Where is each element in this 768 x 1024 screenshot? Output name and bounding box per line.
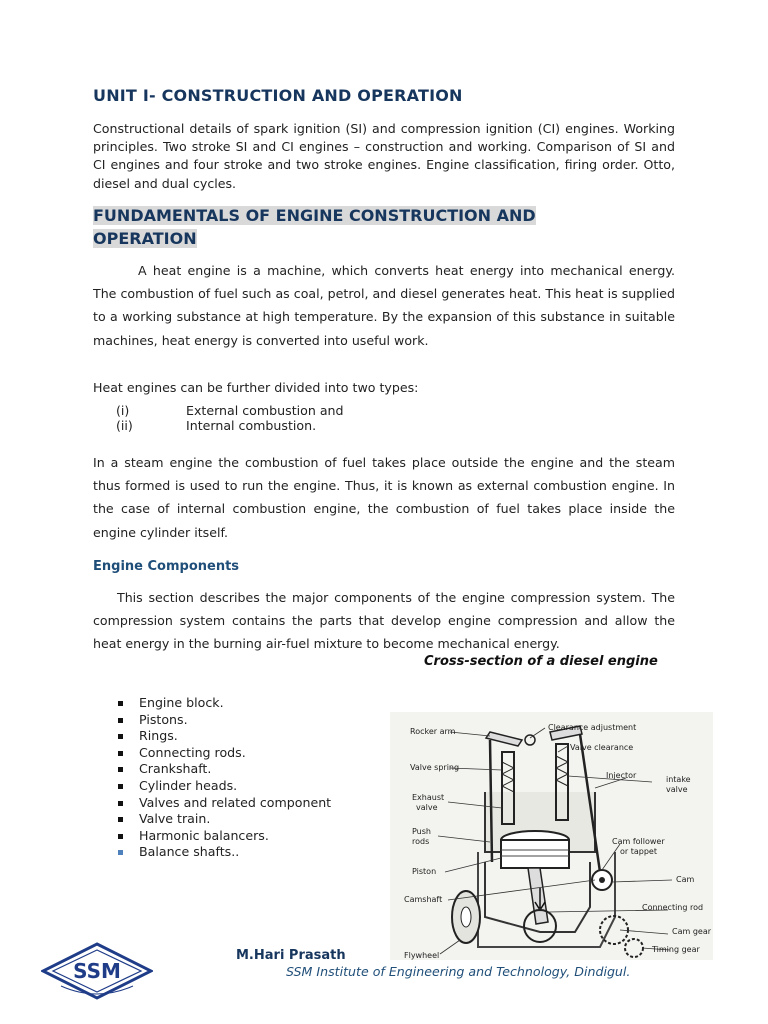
components-list [118, 695, 331, 861]
diesel-engine-diagram [390, 712, 713, 960]
label-connecting-rod: Connecting rod [642, 903, 704, 912]
section-title [93, 204, 536, 250]
list-item: (i) External combustion and [116, 403, 344, 418]
label-valve-clearance: Valve clearance [570, 743, 634, 752]
list-item: Harmonic balancers. [118, 828, 331, 845]
label-timing-gear: Timing gear [652, 945, 700, 954]
unit-intro-paragraph: Constructional details of spark ignition (SI) and compression ignition (CI) engines. Working principles. Two stroke SI and CI engines – construction and working. Comparison of SI and CI engines and four stroke and two stroke engines. Engine classification, firing order. Otto, diesel and dual cycles. [93, 121, 675, 191]
label-camshaft: Camshaft [404, 895, 443, 904]
list-item: Balance shafts.. [118, 844, 331, 861]
label-cam-follower-1: Cam follower [612, 837, 665, 846]
heat-engine-paragraph: A heat engine is a machine, which converts heat energy into mechanical energy. The combustion of fuel such as coal, petrol, and diesel generates heat. This heat is supplied to a working substance at high temperature. By the expansion of this substance in suitable machines, heat energy is converted into useful work. [93, 263, 675, 348]
list-item: Cylinder heads. [118, 778, 331, 795]
types-intro: Heat engines can be further divided into two types: [93, 380, 419, 395]
ssm-logo [41, 942, 153, 1000]
section-title-line2: OPERATION [93, 229, 197, 248]
label-push-rods-2: rods [412, 837, 430, 846]
label-push-rods-1: Push [412, 827, 431, 836]
label-cam: Cam [676, 875, 695, 884]
label-injector: Injector [606, 771, 637, 780]
figure-caption: Cross-section of a diesel engine [424, 654, 658, 669]
list-item: Valve train. [118, 811, 331, 828]
engine-cross-section-illustration [390, 712, 713, 960]
label-valve-spring: Valve spring [410, 763, 460, 772]
label-clearance-adjustment: Clearance adjustment [548, 723, 637, 732]
label-flywheel: Flywheel [404, 951, 440, 960]
engine-types-list [116, 403, 344, 433]
list-item: Engine block. [118, 695, 331, 712]
list-item: Connecting rods. [118, 745, 331, 762]
engine-components-heading: Engine Components [93, 559, 240, 574]
list-item: (ii) Internal combustion. [116, 418, 317, 433]
label-rocker-arm: Rocker arm [410, 727, 456, 736]
list-item: Crankshaft. [118, 761, 331, 778]
components-intro-paragraph: This section describes the major components of the engine compression system. The compression system contains the parts that develop engine compression and allow the heat energy in the burning air-fuel mixture to become mechanical energy. [93, 590, 675, 652]
label-intake-valve-2: valve [666, 785, 688, 794]
list-item: Valves and related component [118, 795, 331, 812]
label-exhaust-valve-1: Exhaust [412, 793, 445, 802]
label-cam-follower-2: or tappet [620, 847, 657, 856]
label-intake-valve-1: intake [666, 775, 691, 784]
label-piston: Piston [412, 867, 437, 876]
list-item: Pistons. [118, 712, 331, 729]
institute-name: SSM Institute of Engineering and Technology, Dindigul. [286, 964, 631, 979]
steam-engine-paragraph: In a steam engine the combustion of fuel takes place outside the engine and the steam thus formed is used to run the engine. Thus, it is known as external combustion engine. In the case of internal combustion engine, the combustion of fuel takes place inside the engine cylinder itself. [93, 455, 675, 540]
label-cam-gear: Cam gear [672, 927, 712, 936]
author-name: M.Hari Prasath [236, 948, 346, 963]
label-exhaust-valve-2: valve [416, 803, 438, 812]
section-title-line1: FUNDAMENTALS OF ENGINE CONSTRUCTION AND [93, 206, 536, 225]
logo-text: SSM [73, 959, 121, 983]
list-item: Rings. [118, 728, 331, 745]
unit-title: UNIT I- CONSTRUCTION AND OPERATION [93, 86, 463, 105]
